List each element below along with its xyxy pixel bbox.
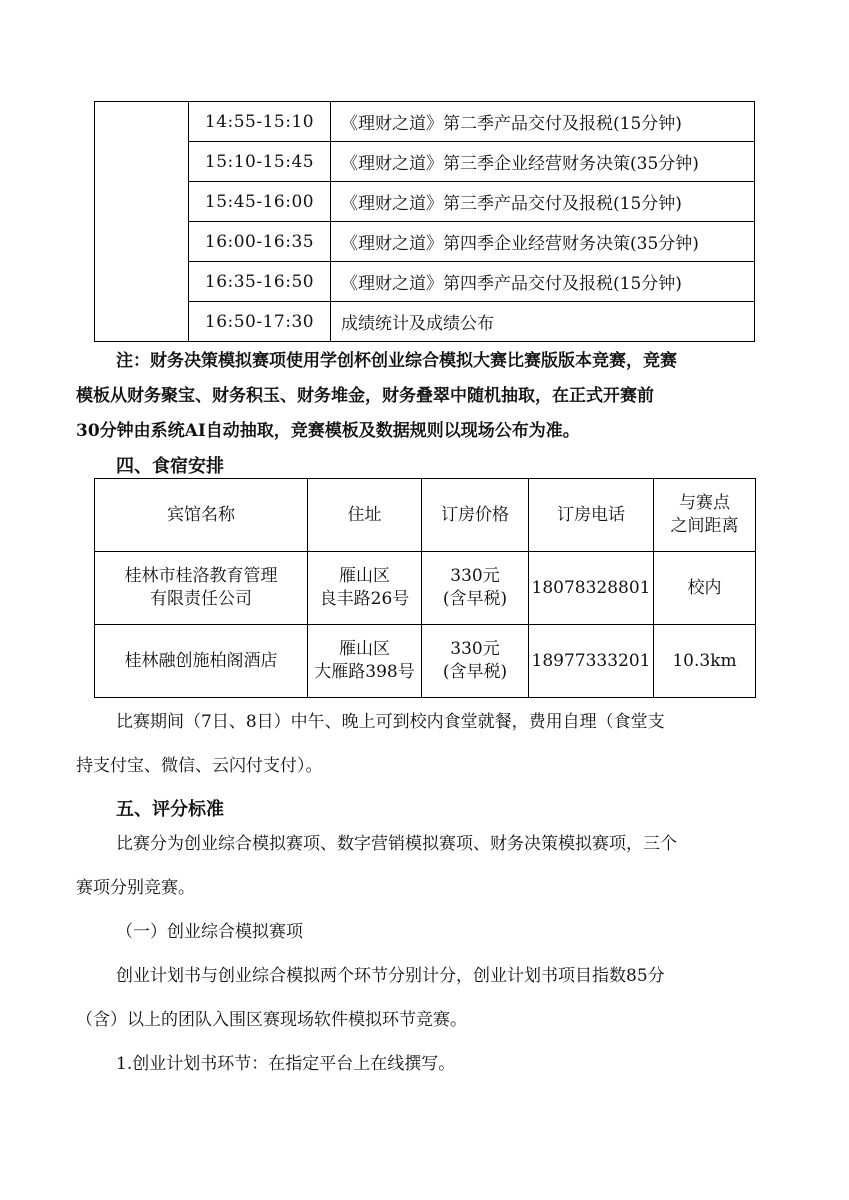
header-phone: 订房电话	[529, 479, 654, 552]
schedule-table	[94, 101, 755, 342]
schedule-row	[95, 262, 755, 302]
schedule-description: 《理财之道》第四季企业经营财务决策(35分钟)	[331, 222, 755, 262]
header-distance-line-2: 之间距离	[670, 516, 739, 536]
hotel-price-line-1: 330元	[450, 639, 500, 659]
scoring-subheading: （一）创业综合模拟赛项	[116, 922, 303, 942]
section-4-heading: 四、食宿安排	[116, 456, 224, 477]
scoring-paragraph	[76, 822, 776, 1086]
schedule-time: 16:35-16:50	[189, 262, 331, 302]
header-address: 住址	[308, 479, 422, 552]
meal-line-1: 比赛期间（7日、8日）中午、晚上可到校内食堂就餐，费用自理（食堂支	[116, 712, 665, 732]
header-price: 订房价格	[422, 479, 529, 552]
hotel-row	[95, 552, 756, 625]
schedule-blank-cell	[95, 102, 189, 342]
schedule-row	[95, 302, 755, 342]
note-line-3: 30分钟由系统AI自动抽取，竞赛模板及数据规则以现场公布为准。	[76, 421, 580, 441]
scoring-line-3: 创业计划书与创业综合模拟两个环节分别计分，创业计划书项目指数85分	[116, 966, 665, 986]
hotel-address	[308, 625, 422, 698]
note-line-2: 模板从财务聚宝、财务积玉、财务堆金，财务叠翠中随机抽取，在正式开赛前	[76, 386, 654, 406]
meal-line-2: 持支付宝、微信、云闪付支付）。	[76, 756, 323, 776]
hotel-price	[422, 625, 529, 698]
hotel-name: 桂林融创施柏阁酒店	[95, 625, 308, 698]
hotel-distance: 10.3km	[654, 625, 756, 698]
scoring-line-2: 赛项分别竞赛。	[76, 878, 195, 898]
hotel-address-line-1: 雁山区	[339, 566, 390, 586]
header-distance	[654, 479, 756, 552]
schedule-row	[95, 222, 755, 262]
hotel-address-line-2: 良丰路26号	[319, 589, 410, 609]
hotel-address	[308, 552, 422, 625]
hotel-address-line-1: 雁山区	[339, 639, 390, 659]
hotel-name-line-2: 有限责任公司	[150, 589, 252, 609]
hotel-phone: 18078328801	[529, 552, 654, 625]
schedule-time: 15:10-15:45	[189, 142, 331, 182]
hotel-header-row	[95, 479, 756, 552]
schedule-time: 14:55-15:10	[189, 102, 331, 142]
schedule-description: 《理财之道》第二季产品交付及报税(15分钟)	[331, 102, 755, 142]
scoring-line-4: （含）以上的团队入围区赛现场软件模拟环节竞赛。	[76, 1010, 467, 1030]
schedule-time: 16:00-16:35	[189, 222, 331, 262]
hotel-price-line-2: (含早税)	[442, 662, 508, 682]
hotel-row	[95, 625, 756, 698]
scoring-line-1: 比赛分为创业综合模拟赛项、数字营销模拟赛项、财务决策模拟赛项，三个	[116, 834, 677, 854]
note-line-1: 注：财务决策模拟赛项使用学创杯创业综合模拟大赛比赛版版本竞赛，竞赛	[116, 351, 677, 371]
schedule-description: 《理财之道》第三季产品交付及报税(15分钟)	[331, 182, 755, 222]
note-paragraph	[76, 344, 776, 449]
hotel-price	[422, 552, 529, 625]
hotel-table	[94, 478, 756, 698]
schedule-time: 16:50-17:30	[189, 302, 331, 342]
schedule-time: 15:45-16:00	[189, 182, 331, 222]
schedule-description: 《理财之道》第三季企业经营财务决策(35分钟)	[331, 142, 755, 182]
hotel-distance: 校内	[654, 552, 756, 625]
meal-paragraph	[76, 700, 776, 788]
hotel-name-line-1: 桂林市桂洛教育管理	[124, 566, 278, 586]
schedule-description: 成绩统计及成绩公布	[331, 302, 755, 342]
schedule-row	[95, 102, 755, 142]
schedule-row	[95, 142, 755, 182]
schedule-row	[95, 182, 755, 222]
header-hotel-name: 宾馆名称	[95, 479, 308, 552]
hotel-price-line-2: (含早税)	[442, 589, 508, 609]
hotel-phone: 18977333201	[529, 625, 654, 698]
hotel-price-line-1: 330元	[450, 566, 500, 586]
header-distance-line-1: 与赛点	[679, 493, 730, 513]
hotel-address-line-2: 大雁路398号	[314, 662, 415, 682]
hotel-name	[95, 552, 308, 625]
schedule-description: 《理财之道》第四季产品交付及报税(15分钟)	[331, 262, 755, 302]
section-5-heading: 五、评分标准	[116, 799, 224, 820]
scoring-line-5: 1.创业计划书环节：在指定平台上在线撰写。	[116, 1054, 456, 1074]
